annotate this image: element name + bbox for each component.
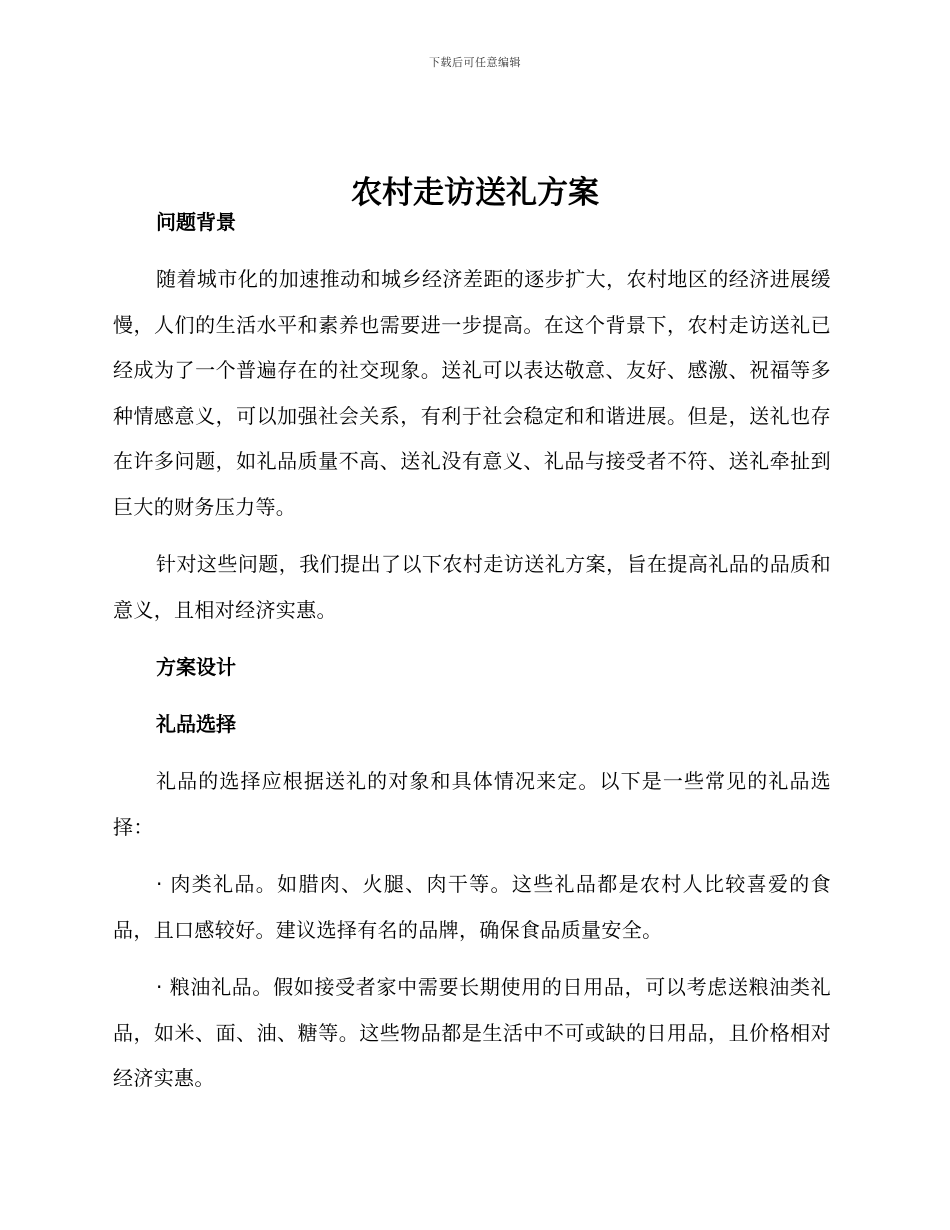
paragraph-gift-intro: 礼品的选择应根据送礼的对象和具体情况来定。以下是一些常见的礼品选择： (113, 769, 831, 839)
subsection-heading-gift: 礼品选择 (156, 712, 236, 736)
document-body (113, 200, 831, 1114)
page-title: 农村走访送礼方案 (351, 174, 599, 211)
header-note: 下载后可任意编辑 (429, 56, 521, 69)
paragraph-background-2: 针对这些问题，我们提出了以下农村走访送礼方案，旨在提高礼品的品质和意义，且相对经济实惠。 (113, 552, 831, 622)
list-item-grain-oil-gift: · 粮油礼品。假如接受者家中需要长期使用的日用品，可以考虑送粮油类礼品，如米、面、油、糖等。这些物品都是生活中不可或缺的日用品，且价格相对经济实惠。 (113, 975, 831, 1090)
section-heading-design: 方案设计 (156, 655, 236, 679)
list-item-meat-gift: · 肉类礼品。如腊肉、火腿、肉干等。这些礼品都是农村人比较喜爱的食品，且口感较好。建议选择有名的品牌，确保食品质量安全。 (113, 872, 831, 942)
paragraph-background-1: 随着城市化的加速推动和城乡经济差距的逐步扩大，农村地区的经济进展缓慢，人们的生活水平和素养也需要进一步提高。在这个背景下，农村走访送礼已经成为了一个普遍存在的社交现象。送礼可以表达敬意、友好、感激、祝福等多种情感意义，可以加强社会关系，有利于社会稳定和和谐进展。但是，送礼也存在许多问题，如礼品质量不高、送礼没有意义、礼品与接受者不符、送礼牵扯到巨大的财务压力等。 (113, 267, 831, 519)
section-heading-background: 问题背景 (156, 210, 236, 234)
